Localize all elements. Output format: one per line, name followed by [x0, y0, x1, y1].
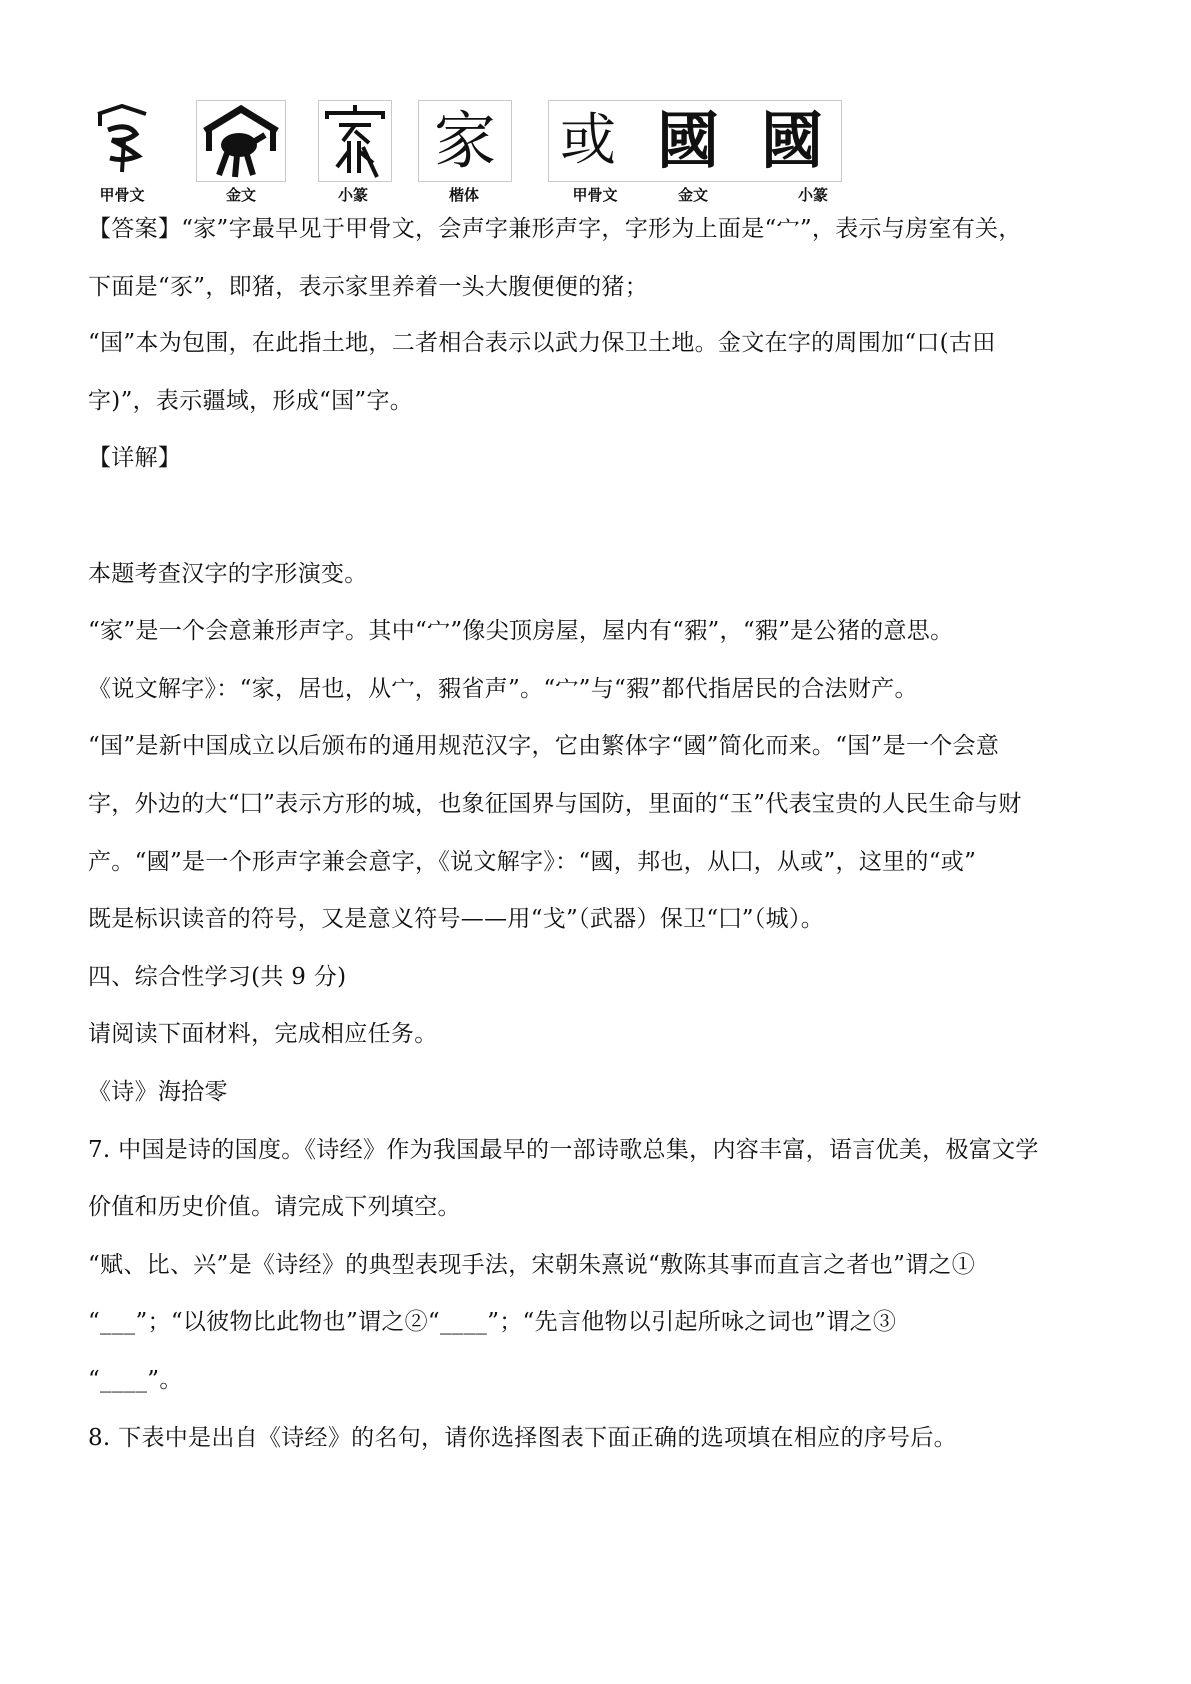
answer-line-1: 【答案】“家”字最早见于甲骨文，会声字兼形声字，字形为上面是“宀”，表示与房室有关， — [88, 216, 1022, 242]
guo-oracle-label: 甲骨文 — [572, 186, 618, 204]
jia-regular-glyph — [418, 100, 512, 182]
answer-line-3: “国”本为包围，在此指土地，二者相合表示以武力保卫土地。金文在字的周围加“口(古田 — [88, 330, 996, 356]
jia-bronze-icon — [197, 101, 285, 181]
guo-bronze-label: 金文 — [677, 186, 708, 204]
jia-bronze-glyph — [196, 100, 286, 182]
detail-heading: 【详解】 — [88, 445, 182, 471]
guo-oracle-char: 或 — [560, 108, 616, 173]
detail-line-3: 《说文解字》：“家，居也，从宀，豭省声”。“宀”与“豭”都代指居民的合法财产。 — [88, 676, 918, 702]
detail-line-4: “国”是新中国成立以后颁布的通用规范汉字，它由繁体字“國”简化而来。“国”是一个会意 — [88, 733, 1000, 759]
question-7-line-1: 7. 中国是诗的国度。《诗经》作为我国最早的一部诗歌总集，内容丰富，语言优美，极富文学 — [88, 1137, 1039, 1163]
answer-line-2: 下面是“豕”，即猪，表示家里养着一头大腹便便的猪； — [88, 274, 649, 300]
jia-bronze-label: 金文 — [225, 186, 256, 204]
guo-seal-char: 國 — [760, 104, 823, 177]
detail-line-7: 既是标识读音的符号，又是意义符号——用“戈”（武器）保卫“囗”（城）。 — [88, 906, 825, 932]
jia-regular-char: 家 — [433, 104, 496, 177]
question-7-line-4: “___”；“以彼物比此物也”谓之②“____”；“先言他物以引起所咏之词也”谓之③ — [88, 1309, 897, 1335]
detail-line-5: 字，外边的大“囗”表示方形的城，也象征国界与国防，里面的“玉”代表宝贵的人民生命与财 — [88, 791, 1022, 817]
question-7-line-3: “赋、比、兴”是《诗经》的典型表现手法，宋朝朱熹说“敷陈其事而直言之者也”谓之① — [88, 1252, 976, 1278]
jia-seal-icon — [319, 101, 391, 181]
guo-seal-label: 小篆 — [797, 186, 828, 204]
guo-group-frame — [548, 100, 842, 182]
detail-line-1: 本题考查汉字的字形演变。 — [88, 561, 368, 587]
question-7-line-5: “____”。 — [88, 1367, 183, 1393]
jia-oracle-icon — [88, 100, 156, 180]
guo-oracle-glyph — [553, 101, 623, 181]
guo-seal-glyph — [749, 101, 835, 181]
question-7-line-2: 价值和历史价值。请完成下列填空。 — [88, 1194, 461, 1220]
jia-seal-glyph — [318, 100, 392, 182]
jia-oracle-glyph — [88, 100, 156, 180]
jia-regular-label: 楷体 — [448, 186, 479, 204]
question-8-line: 8. 下表中是出自《诗经》的名句，请你选择图表下面正确的选项填在相应的序号后。 — [88, 1425, 957, 1451]
detail-line-6: 产。“國”是一个形声字兼会意字，《说文解字》：“國，邦也，从囗，从或”，这里的“或” — [88, 849, 977, 875]
section-4-heading: 四、综合性学习(共 9 分) — [88, 964, 347, 990]
detail-line-2: “家”是一个会意兼形声字。其中“宀”像尖顶房屋，屋内有“豭”，“豭”是公猪的意思。 — [88, 618, 954, 644]
jia-oracle-label: 甲骨文 — [99, 186, 145, 204]
material-title: 《诗》海拾零 — [88, 1079, 228, 1105]
guo-bronze-glyph — [645, 101, 731, 181]
jia-seal-label: 小篆 — [337, 186, 368, 204]
guo-bronze-char: 國 — [656, 104, 719, 177]
answer-line-4: 字)”，表示疆域，形成“国”字。 — [88, 388, 414, 414]
instruction-line: 请阅读下面材料，完成相应任务。 — [88, 1021, 438, 1047]
